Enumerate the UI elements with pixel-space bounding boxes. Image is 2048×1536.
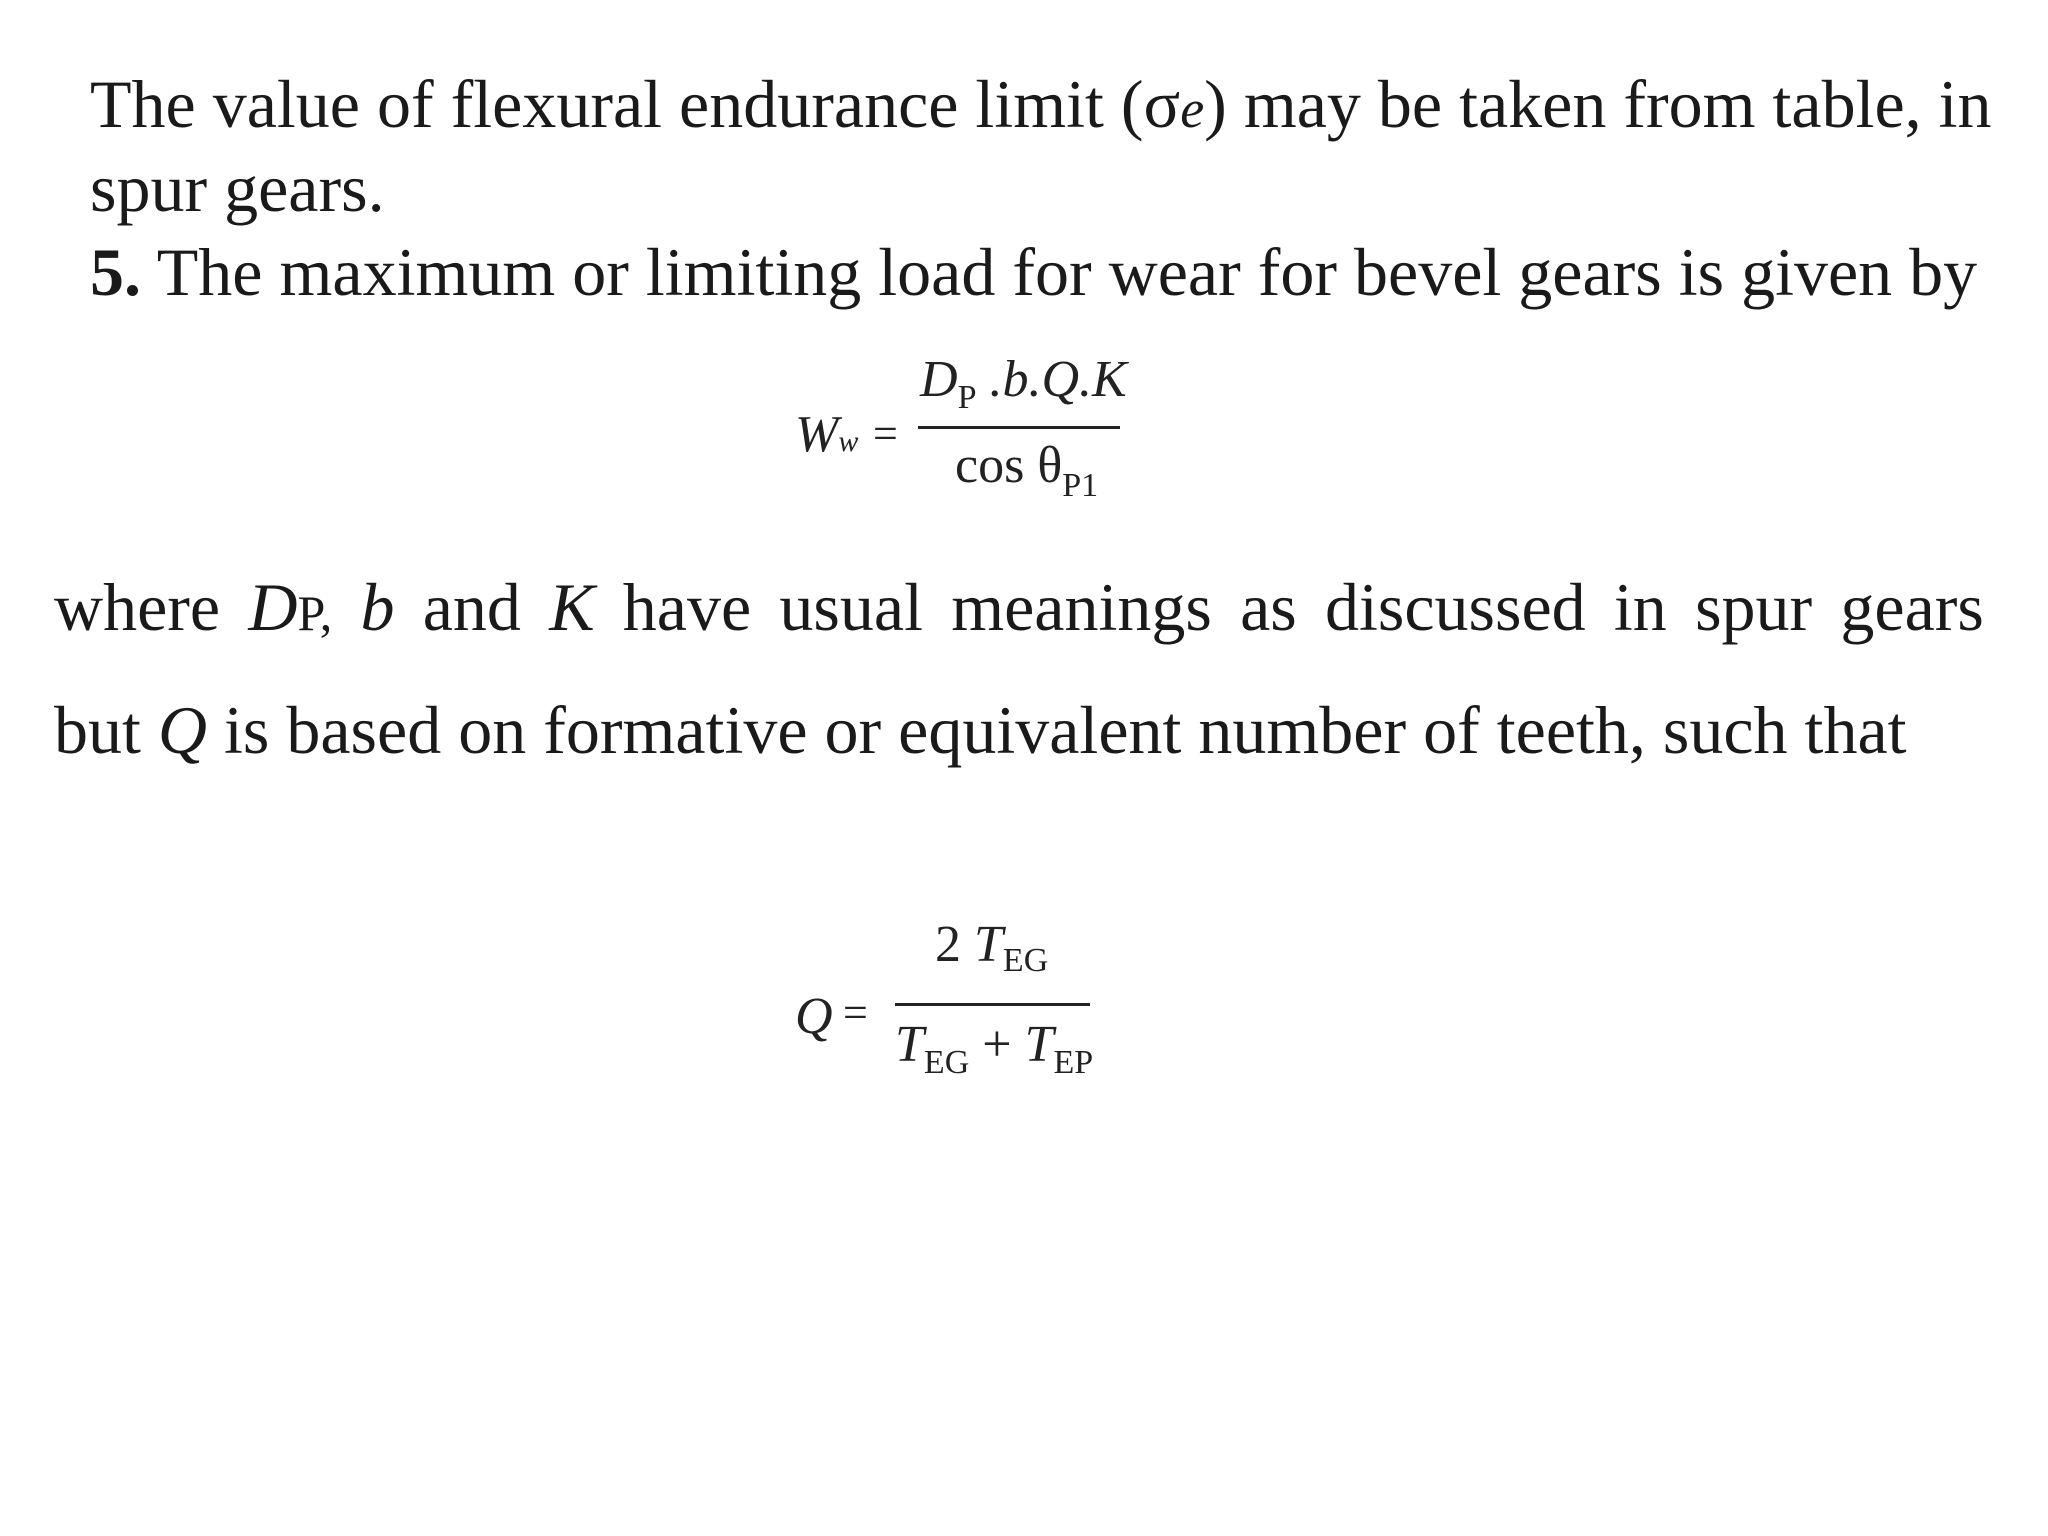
- paragraph-text: The value of flexural endurance limit (σ: [90, 66, 1181, 142]
- paragraph-where: [54, 565, 1984, 655]
- paragraph-flexural-endurance-line2: [90, 146, 385, 230]
- paragraph-text: ) may be taken from table, in: [1204, 66, 1992, 142]
- denominator-subscript-1: EG: [923, 1044, 970, 1081]
- formula-denominator: [955, 436, 1099, 504]
- formula-wear-load: [795, 350, 1135, 510]
- word: spur: [1695, 569, 1813, 645]
- denominator-subscript-2: EP: [1053, 1044, 1094, 1081]
- numerator-d-subscript: P: [957, 379, 977, 416]
- denominator-t1: T: [895, 1016, 924, 1073]
- equals-sign: =: [873, 409, 898, 458]
- paragraph-text: spur gears.: [90, 150, 385, 226]
- word: gears: [1840, 569, 1984, 645]
- symbol-k: K: [549, 569, 595, 645]
- word-dp: [248, 565, 332, 655]
- word: where: [54, 569, 221, 645]
- paragraph-q-based: [54, 688, 1907, 772]
- denominator-t2: T: [1024, 1016, 1054, 1073]
- equals-sign: =: [843, 988, 868, 1037]
- formula-numerator: [935, 915, 1049, 979]
- word: meanings: [951, 569, 1212, 645]
- fraction-bar: [918, 426, 1120, 429]
- symbol-q: Q: [157, 692, 208, 768]
- word: and: [422, 569, 521, 645]
- formula-numerator: [920, 350, 1127, 416]
- word: usual: [779, 569, 923, 645]
- numerator-subscript: EG: [1002, 942, 1049, 979]
- numerator-coefficient: 2: [935, 916, 974, 973]
- formula-lhs: Q: [795, 988, 833, 1045]
- formula-q: [795, 915, 1095, 1095]
- word: discussed: [1325, 569, 1586, 645]
- denominator-cos: cos θ: [955, 437, 1063, 494]
- plus-sign: +: [969, 1016, 1025, 1073]
- paragraph-flexural-endurance: [90, 62, 1992, 151]
- symbol-p: P,: [297, 585, 333, 641]
- numerator-rest: .b.Q.K: [976, 351, 1127, 408]
- word: as: [1240, 569, 1297, 645]
- word: in: [1613, 569, 1667, 645]
- paragraph-text: is based on formative or equivalent number of teeth, such that: [207, 692, 1907, 768]
- formula-denominator: [895, 1015, 1094, 1081]
- item-number: 5.: [90, 234, 141, 310]
- paragraph-limiting-load: [90, 230, 1977, 314]
- sigma-subscript: e: [1180, 79, 1205, 139]
- fraction-bar: [895, 1003, 1090, 1006]
- lhs-subscript: w: [838, 425, 859, 458]
- lhs-symbol: W: [795, 406, 839, 463]
- paragraph-text: The maximum or limiting load for wear for bevel gears is given by: [141, 234, 1978, 310]
- denominator-subscript: P1: [1062, 467, 1099, 504]
- symbol-d: D: [248, 569, 298, 645]
- paragraph-text: but: [54, 692, 158, 768]
- symbol-b: b: [360, 569, 395, 645]
- formula-lhs: [795, 405, 858, 464]
- word: have: [622, 569, 752, 645]
- numerator-d: D: [920, 351, 958, 408]
- numerator-t: T: [974, 916, 1003, 973]
